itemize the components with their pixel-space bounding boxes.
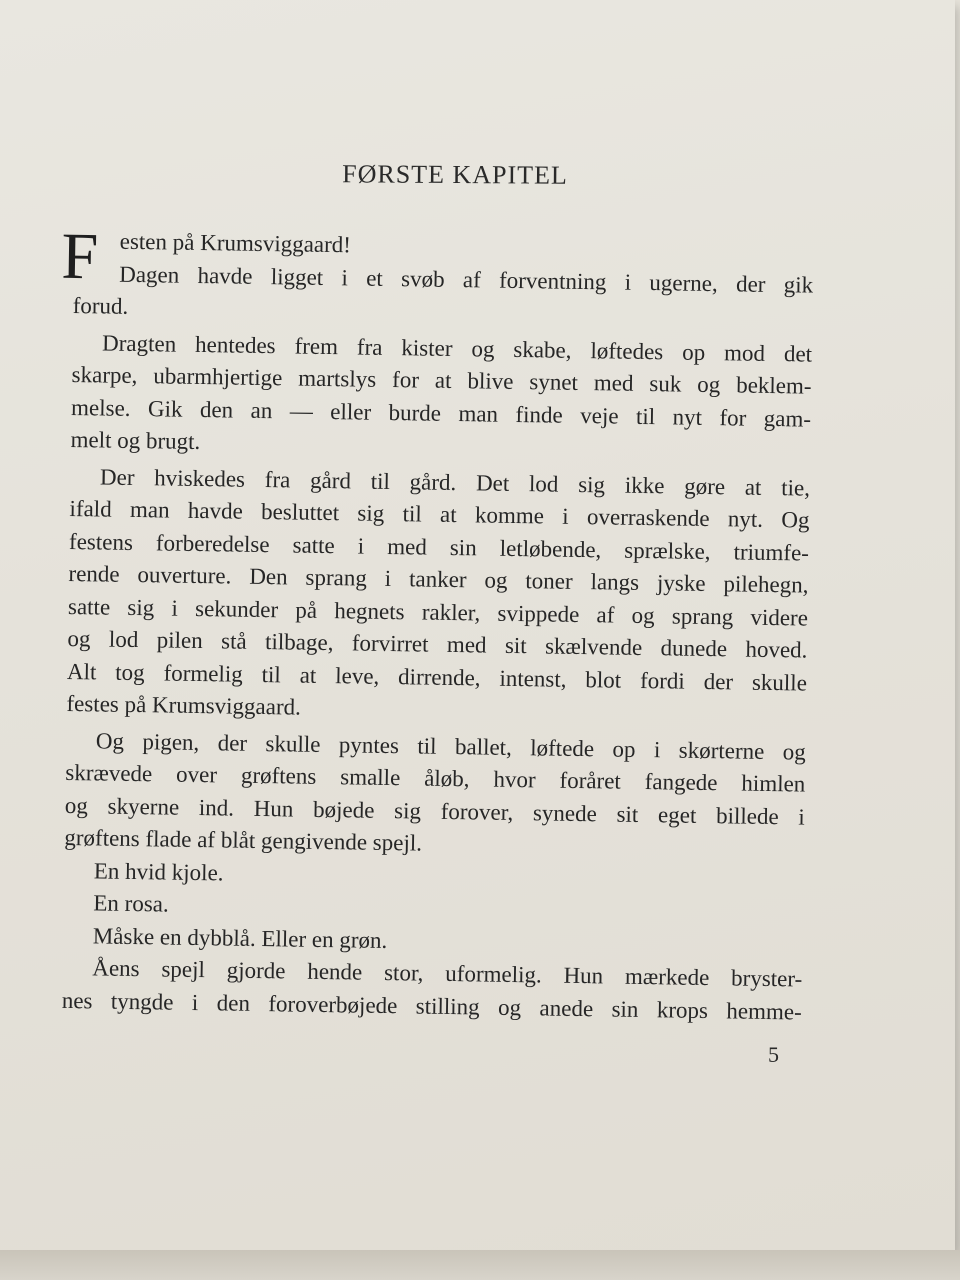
chapter-title: FØRSTE KAPITEL [342,159,568,190]
text-line: festes på Krumsviggaard. [66,690,302,720]
text-line: melt og brugt. [70,426,201,455]
text-line: Der hviskedes fra gård til gård. Det lod sig ikke gøre at tie, [99,463,811,501]
text-line: En hvid kjole. [93,857,224,885]
text-line: Måske en dybblå. Eller en grøn. [92,922,388,953]
text-line: Åens spejl gjorde hende stor, uformelig. Hun mærkede bryster- [92,955,803,992]
text-line: Dragten hentedes frem fra kister og skabe, løftedes op mod det [101,329,813,367]
text-line: satte sig i sekunder på hegnets rakler, svippede af og sprang videre [67,593,809,631]
text-line: ifald man havde besluttet sig til at komme i overraskende nyt. Og [69,495,810,533]
text-line: Og pigen, der skulle pyntes til ballet, løftede op i skørterne og [95,727,807,765]
text-line: melse. Gik den an — eller burde man finde veje til nyt for gam- [70,394,812,432]
text-line: festens forberedelse satte i med sin letløbende, sprælske, triumfe- [68,528,810,566]
body-text [60,219,814,1029]
text-line: og lod pilen stå tilbage, forvirret med sit skælvende dunede hoved. [67,625,808,663]
text-line: nes tyngde i den foroverbøjede stilling og anede sin krops hemme- [61,987,802,1025]
text-line: Dagen havde ligget i et svøb af forventning i ugerne, der gik [119,261,814,298]
text-line: skarpe, ubarmhjertige martslys for at blive synet med suk og beklem- [71,361,812,399]
text-line: og skyerne ind. Hun bøjede sig forover, synede sit eget billede i [64,792,805,830]
text-line: esten på Krumsviggaard! [119,228,352,258]
text-line: skrævede over grøftens smalle åløb, hvor foråret fangede himlen [65,759,806,797]
text-line: forud. [72,292,129,319]
text-line: grøftens flade af blåt gengivende spejl. [64,824,423,856]
text-line: Alt tog formelig til at leve, dirrende, intenst, blot fordi der skulle [66,658,808,696]
page-number: 5 [768,1042,779,1067]
text-line: En rosa. [93,890,169,917]
text-line: rende ouverture. Den sprang i tanker og toner langs jyske pilehegn, [68,560,809,598]
page-edge [0,1250,960,1280]
drop-cap: F [60,219,99,294]
